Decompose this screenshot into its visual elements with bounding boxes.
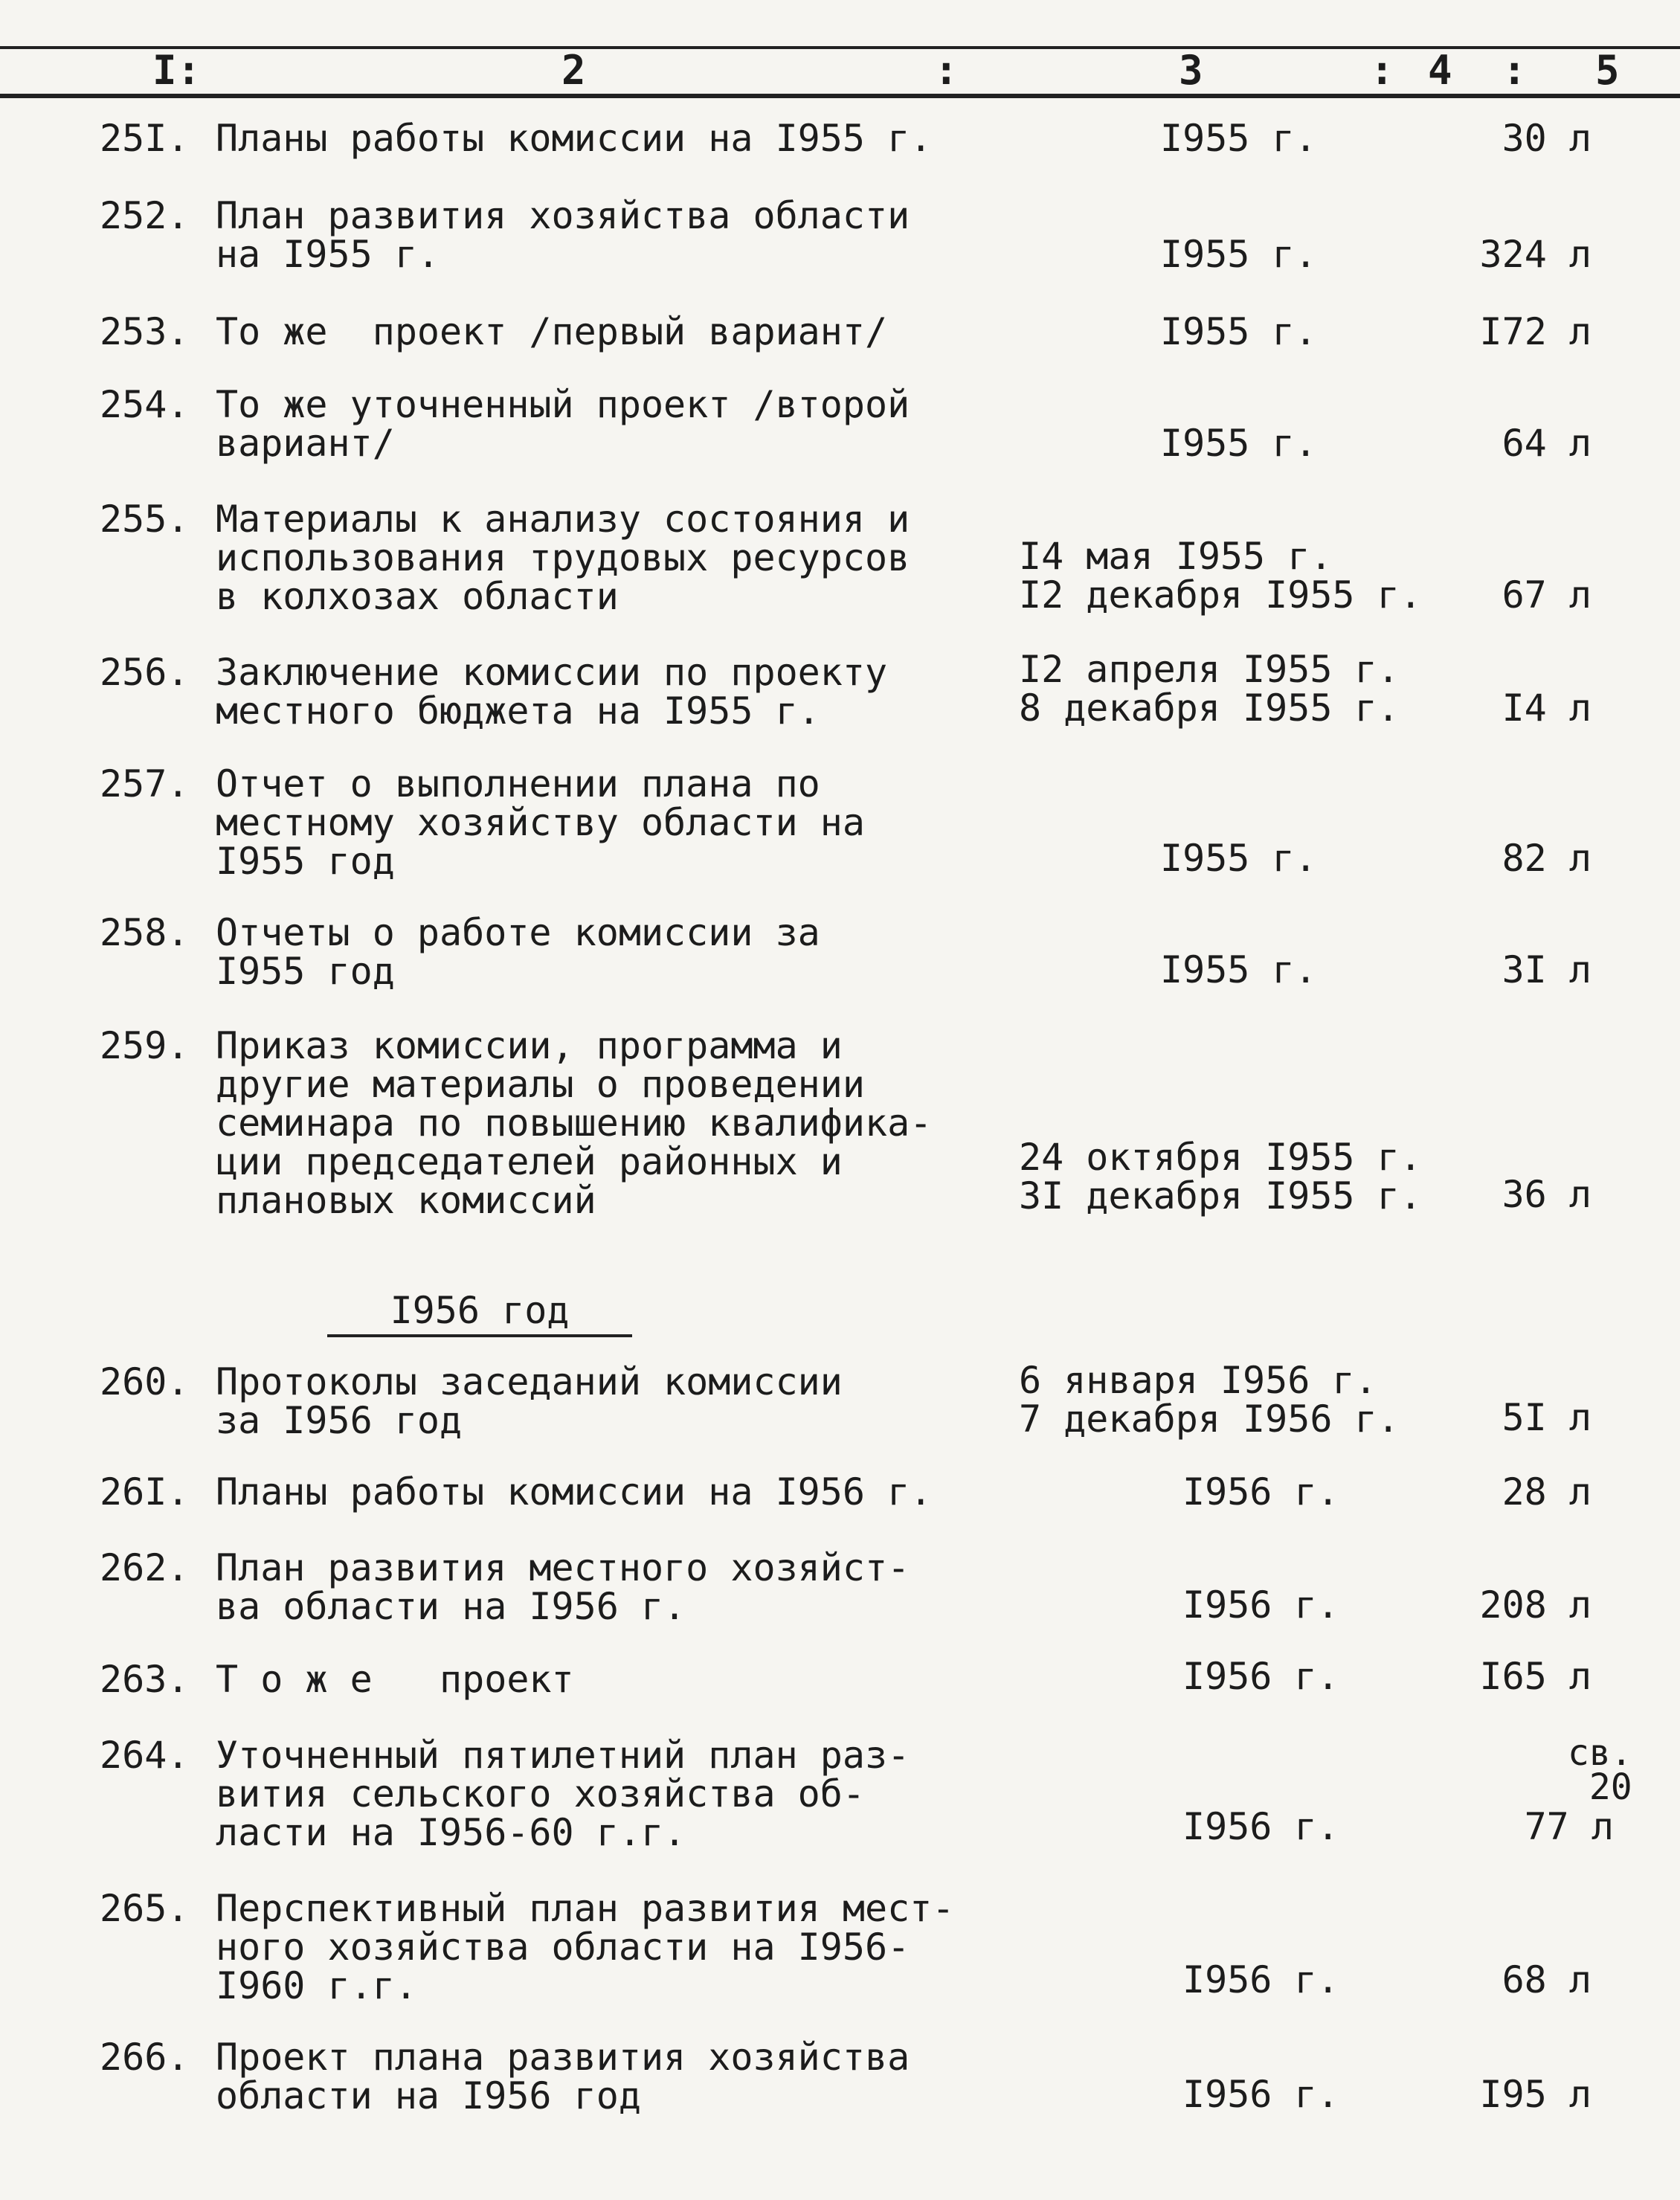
entry-title: Т о ж е проект [216, 1658, 574, 1701]
entry-number: 253. [100, 310, 190, 353]
entry-number: 255. [100, 498, 190, 541]
entry-date: I955 г. [1160, 422, 1317, 465]
entry-date: I955 г. [1160, 310, 1317, 353]
entry-title: Отчеты о работе комиссии за I955 год [216, 911, 820, 993]
entry-pages: 77 л [1524, 1805, 1614, 1848]
entry-pages: I95 л [1479, 2073, 1592, 2116]
entry-date: I956 г. [1182, 1583, 1339, 1627]
entry-number: 252. [100, 194, 190, 237]
entry-pages: I65 л [1479, 1655, 1592, 1698]
entry-title: То же проект /первый вариант/ [216, 310, 888, 353]
entry-number: 260. [100, 1360, 190, 1403]
entry-number: 26I. [100, 1470, 190, 1514]
entry-date: I956 г. [1182, 1655, 1339, 1698]
header-sep3: : [1370, 47, 1394, 94]
entry-number: 256. [100, 651, 190, 694]
entry-title: Уточненный пятилетний план раз- вития сельского хозяйства об- ласти на I956-60 г.г. [216, 1734, 910, 1854]
entry-pages: 82 л [1502, 837, 1592, 880]
entry-title: План развития хозяйства области на I955 г. [216, 194, 910, 276]
entry-date: I955 г. [1160, 117, 1317, 160]
entry-date: 6 января I956 г. 7 декабря I956 г. [1019, 1359, 1400, 1441]
entry-date: I955 г. [1160, 837, 1317, 880]
entry-pages: 3I л [1502, 948, 1592, 991]
entry-pages: 208 л [1479, 1583, 1592, 1627]
entry-title: Материалы к анализу состояния и использования трудовых ресурсов в колхозах области [216, 498, 910, 618]
entry-title: То же уточненный проект /второй вариант/ [216, 383, 910, 465]
entry-number: 254. [100, 383, 190, 426]
entry-title: Планы работы комиссии на I955 г. [216, 117, 933, 160]
entry-date: I956 г. [1182, 1958, 1339, 2001]
entry-title: Отчет о выполнении плана по местному хозяйству области на I955 год [216, 762, 865, 883]
entry-sv-note: св. 20 [1568, 1732, 1632, 1808]
entry-number: 266. [100, 2036, 190, 2079]
entry-date: I955 г. [1160, 948, 1317, 991]
entry-number: 263. [100, 1658, 190, 1701]
header-col1: I: [152, 47, 202, 94]
entry-number: 265. [100, 1887, 190, 1930]
entry-pages: 68 л [1502, 1958, 1592, 2001]
entry-title: Приказ комиссии, программа и другие материалы о проведении семинара по повышению квалифика- ции председателей районных и плановых комиссий [216, 1024, 933, 1222]
entry-pages: 324 л [1479, 233, 1592, 276]
entry-pages: 30 л [1502, 117, 1592, 160]
entry-pages: 36 л [1502, 1173, 1592, 1216]
entry-number: 257. [100, 762, 190, 805]
entry-title: Заключение комиссии по проекту местного бюджета на I955 г. [216, 651, 888, 733]
entry-date: I955 г. [1160, 233, 1317, 276]
entry-pages: I4 л [1502, 686, 1592, 730]
entry-pages: 28 л [1502, 1470, 1592, 1514]
entry-date: I2 апреля I955 г. 8 декабря I955 г. [1019, 648, 1400, 730]
entry-title: План развития местного хозяйст- ва области на I956 г. [216, 1546, 910, 1628]
entry-pages: 67 л [1502, 573, 1592, 617]
entry-date: I4 мая I955 г. I2 декабря I955 г. [1019, 535, 1422, 617]
entry-title: Протоколы заседаний комиссии за I956 год [216, 1360, 843, 1442]
entry-title: Проект плана развития хозяйства области на I956 год [216, 2036, 910, 2117]
year-heading: I956 год [327, 1291, 632, 1337]
entry-number: 258. [100, 911, 190, 954]
entry-pages: 5I л [1502, 1396, 1592, 1439]
entry-pages: 64 л [1502, 422, 1592, 465]
header-col4: 4 [1428, 47, 1452, 94]
entry-date: I956 г. [1182, 1470, 1339, 1514]
entry-number: 259. [100, 1024, 190, 1067]
header-col2: 2 [561, 47, 586, 94]
entry-number: 264. [100, 1734, 190, 1777]
entry-date: I956 г. [1182, 2073, 1339, 2116]
entry-number: 262. [100, 1546, 190, 1589]
header-col5: 5 [1595, 47, 1620, 94]
header-col3: 3 [1179, 47, 1203, 94]
header-bottom-rule [0, 94, 1680, 98]
entry-title: Планы работы комиссии на I956 г. [216, 1470, 933, 1514]
entry-date: 24 октября I955 г. 3I декабря I955 г. [1019, 1136, 1422, 1218]
header-sep4: : [1502, 47, 1527, 94]
entry-number: 25I. [100, 117, 190, 160]
entry-date: I956 г. [1182, 1805, 1339, 1848]
entry-pages: I72 л [1479, 310, 1592, 353]
entry-title: Перспективный план развития мест- ного хозяйства области на I956- I960 г.г. [216, 1887, 955, 2007]
header-sep2: : [934, 47, 959, 94]
